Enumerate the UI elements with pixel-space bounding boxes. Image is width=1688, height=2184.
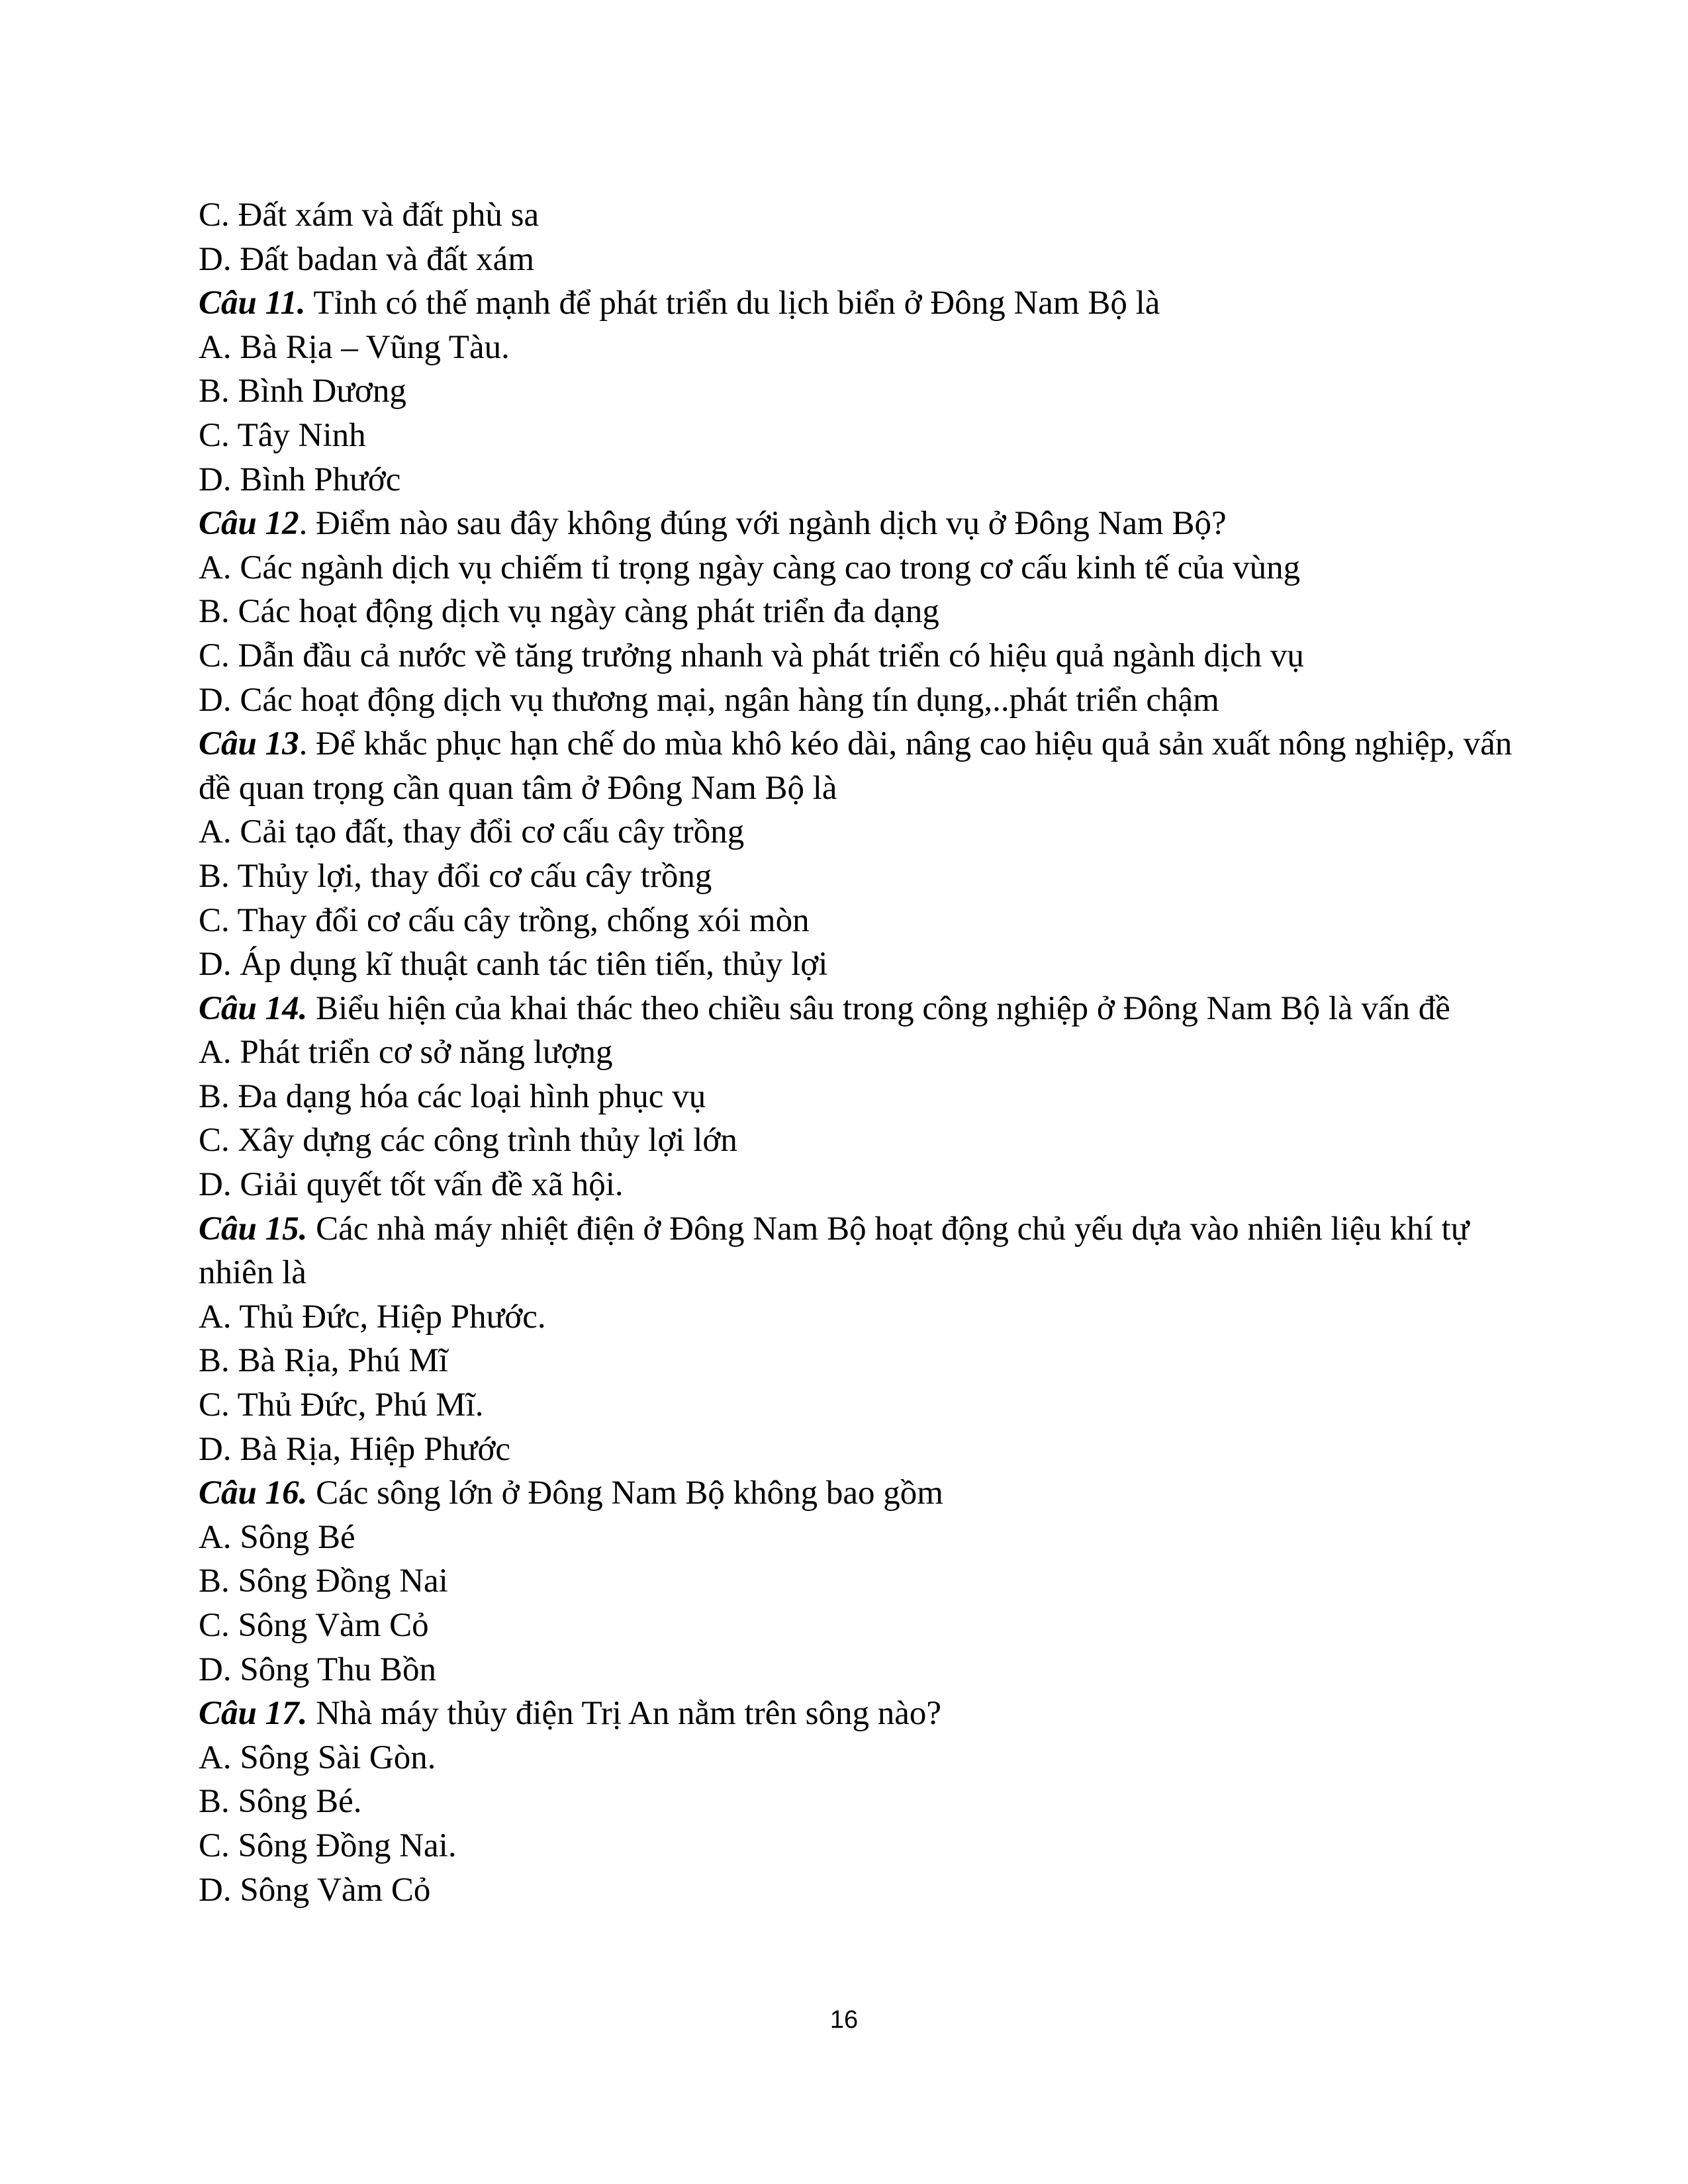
answer-option: D. Các hoạt động dịch vụ thương mại, ngân hàng tín dụng,..phát triển chậm [199, 681, 1219, 719]
question-stem [199, 1692, 1523, 1736]
answer-option: D. Bà Rịa, Hiệp Phước [199, 1430, 511, 1468]
answer-option: A. Các ngành dịch vụ chiếm tỉ trọng ngày càng cao trong cơ cấu kinh tế của vùng [199, 549, 1301, 586]
question-label: Câu 12 [199, 505, 299, 543]
answer-option: A. Phát triển cơ sở năng lượng [199, 1034, 613, 1071]
question-16 [199, 1471, 1523, 1692]
answer-option: A. Cải tạo đất, thay đổi cơ cấu cây trồng [199, 813, 745, 851]
question-label: Câu 17. [199, 1695, 308, 1733]
question-text: Các nhà máy nhiệt điện ở Đông Nam Bộ hoạt động chủ yếu dựa vào nhiên liệu khí tự nhiên là [199, 1210, 1470, 1292]
answer-option: C. Xây dựng các công trình thủy lợi lớn [199, 1122, 737, 1160]
question-text: Tỉnh có thế mạnh để phát triển du lịch biển ở Đông Nam Bộ là [305, 285, 1160, 322]
question-stem [199, 987, 1523, 1031]
lead-options [199, 193, 1523, 281]
question-17 [199, 1692, 1523, 1912]
question-stem [199, 1471, 1523, 1516]
answer-option: D. Áp dụng kĩ thuật canh tác tiên tiến, thủy lợi [199, 946, 828, 983]
question-stem [199, 1207, 1523, 1295]
answer-option: D. Bình Phước [199, 461, 401, 498]
question-label: Câu 16. [199, 1475, 308, 1512]
question-15 [199, 1207, 1523, 1472]
question-text: . Để khắc phục hạn chế do mùa khô kéo dài, nâng cao hiệu quả sản xuất nông nghiệp, vấn đề quan trọng cần quan tâm ở Đông Nam Bộ là [199, 725, 1513, 807]
answer-option: C. Thủ Đức, Phú Mĩ. [199, 1387, 484, 1424]
answer-option: D. Sông Thu Bồn [199, 1651, 436, 1688]
answer-option: D. Giải quyết tốt vấn đề xã hội. [199, 1166, 624, 1204]
answer-option: B. Các hoạt động dịch vụ ngày càng phát triển đa dạng [199, 593, 939, 631]
question-text: Các sông lớn ở Đông Nam Bộ không bao gồm [307, 1475, 943, 1512]
answer-option: C. Tây Ninh [199, 416, 366, 454]
lead-option: C. Đất xám và đất phù sa [199, 197, 539, 234]
question-label: Câu 14. [199, 989, 308, 1027]
answer-option: C. Thay đổi cơ cấu cây trồng, chống xói mòn [199, 901, 810, 939]
question-stem [199, 281, 1523, 326]
question-label: Câu 13 [199, 725, 299, 763]
question-stem [199, 722, 1523, 810]
question-text: . Điểm nào sau đây không đúng với ngành dịch vụ ở Đông Nam Bộ? [299, 505, 1227, 543]
answer-option: A. Bà Rịa – Vũng Tàu. [199, 328, 510, 366]
question-text: Biểu hiện của khai thác theo chiều sâu trong công nghiệp ở Đông Nam Bộ là vấn đề [307, 989, 1450, 1027]
answer-option: A. Sông Bé [199, 1518, 355, 1556]
answer-option: B. Đa dạng hóa các loại hình phục vụ [199, 1077, 706, 1115]
answer-option: A. Thủ Đức, Hiệp Phước. [199, 1298, 546, 1336]
question-text: Nhà máy thủy điện Trị An nằm trên sông nào? [307, 1695, 941, 1733]
answer-option: B. Thủy lợi, thay đổi cơ cấu cây trồng [199, 857, 712, 895]
answer-option: D. Sông Vàm Cỏ [199, 1871, 431, 1909]
lead-option: D. Đất badan và đất xám [199, 240, 534, 278]
answer-option: B. Bà Rịa, Phú Mĩ [199, 1342, 448, 1380]
answer-option: B. Sông Bé. [199, 1783, 362, 1821]
page-number: 16 [829, 2006, 859, 2034]
answer-option: B. Bình Dương [199, 373, 406, 410]
question-12 [199, 502, 1523, 722]
question-label: Câu 11. [199, 285, 306, 322]
question-14 [199, 987, 1523, 1207]
answer-option: A. Sông Sài Gòn. [199, 1739, 436, 1776]
page-content [199, 193, 1523, 1912]
answer-option: B. Sông Đồng Nai [199, 1563, 448, 1600]
answer-option: C. Dẫn đầu cả nước về tăng trưởng nhanh và phát triển có hiệu quả ngành dịch vụ [199, 637, 1304, 674]
question-label: Câu 15. [199, 1210, 308, 1248]
question-stem [199, 502, 1523, 546]
question-13 [199, 722, 1523, 987]
answer-option: C. Sông Đồng Nai. [199, 1827, 457, 1864]
question-list [199, 281, 1523, 1912]
question-11 [199, 281, 1523, 502]
answer-option: C. Sông Vàm Cỏ [199, 1607, 429, 1644]
